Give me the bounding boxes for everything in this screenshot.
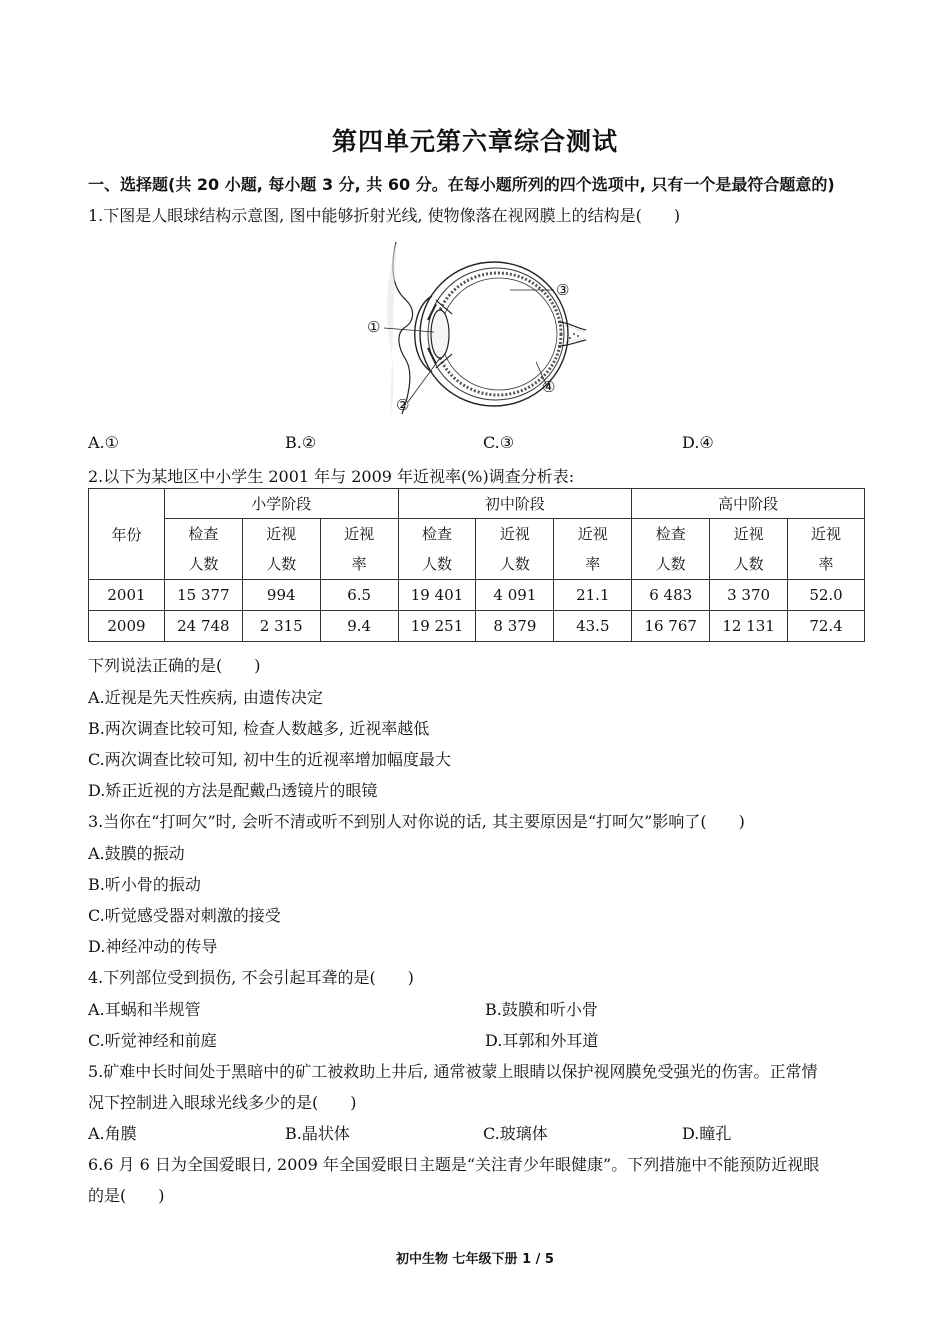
table-cell: 2 315	[242, 611, 320, 642]
table-cell: 4 091	[476, 580, 554, 611]
diagram-label-2: ②	[396, 396, 410, 414]
q1-option-a: A.①	[88, 433, 119, 452]
diagram-label-4: ④	[542, 378, 556, 396]
table-cell: 19 251	[398, 611, 476, 642]
question-4-stem: 4.下列部位受到损伤, 不会引起耳聋的是( )	[88, 968, 414, 987]
q1-option-b: B.②	[285, 433, 317, 452]
table-cell: 16 767	[632, 611, 710, 642]
q5-option-b: B.晶状体	[285, 1124, 350, 1143]
q5-option-c: C.玻璃体	[483, 1124, 548, 1143]
table-cell: 21.1	[554, 580, 632, 611]
eyeball-diagram	[362, 238, 588, 418]
table-subheader: 近视 人数	[710, 519, 788, 580]
table-cell: 6.5	[320, 580, 398, 611]
table-subheader: 检查 人数	[398, 519, 476, 580]
table-subheader: 近视 人数	[476, 519, 554, 580]
question-2-prompt: 下列说法正确的是( )	[88, 656, 261, 675]
diagram-label-3: ③	[556, 281, 570, 299]
diagram-label-1: ①	[367, 318, 381, 336]
question-6-stem-line1: 6.6 月 6 日为全国爱眼日, 2009 年全国爱眼日主题是“关注青少年眼健康”。下列措施中不能预防近视眼	[88, 1155, 820, 1174]
question-1-stem: 1.下图是人眼球结构示意图, 图中能够折射光线, 使物像落在视网膜上的结构是( )	[88, 206, 681, 225]
question-5-stem-line2: 况下控制进入眼球光线多少的是( )	[88, 1093, 357, 1112]
table-subheader: 检查 人数	[164, 519, 242, 580]
q2-option-b: B.两次调查比较可知, 检查人数越多, 近视率越低	[88, 719, 430, 738]
question-2-stem: 2.以下为某地区中小学生 2001 年与 2009 年近视率(%)调查分析表:	[88, 467, 575, 486]
question-3-stem: 3.当你在“打呵欠”时, 会听不清或听不到别人对你说的话, 其主要原因是“打呵欠”影响了( )	[88, 812, 745, 831]
table-subheader: 近视 率	[788, 519, 865, 580]
table-cell: 19 401	[398, 580, 476, 611]
table-cell: 2009	[89, 611, 165, 642]
table-cell: 15 377	[164, 580, 242, 611]
table-subheader: 近视 率	[554, 519, 632, 580]
table-subheader: 检查 人数	[632, 519, 710, 580]
table-row	[89, 580, 865, 611]
q2-option-d: D.矫正近视的方法是配戴凸透镜片的眼镜	[88, 781, 378, 800]
question-6-stem-line2: 的是( )	[88, 1186, 165, 1205]
q4-option-d: D.耳郭和外耳道	[485, 1031, 599, 1050]
q3-option-a: A.鼓膜的振动	[88, 844, 185, 863]
q4-option-a: A.耳蜗和半规管	[88, 1000, 201, 1019]
table-row	[89, 611, 865, 642]
table-header-year: 年份	[89, 489, 165, 580]
table-cell: 9.4	[320, 611, 398, 642]
q2-option-c: C.两次调查比较可知, 初中生的近视率增加幅度最大	[88, 750, 451, 769]
q4-option-c: C.听觉神经和前庭	[88, 1031, 217, 1050]
table-subheader: 近视 人数	[242, 519, 320, 580]
q2-option-a: A.近视是先天性疾病, 由遗传决定	[88, 688, 323, 707]
table-cell: 72.4	[788, 611, 865, 642]
table-cell: 3 370	[710, 580, 788, 611]
table-subheader: 近视 率	[320, 519, 398, 580]
q4-option-b: B.鼓膜和听小骨	[485, 1000, 598, 1019]
q5-option-d: D.瞳孔	[682, 1124, 732, 1143]
q3-option-d: D.神经冲动的传导	[88, 937, 218, 956]
table-cell: 52.0	[788, 580, 865, 611]
q3-option-b: B.听小骨的振动	[88, 875, 201, 894]
myopia-survey-table	[88, 488, 865, 642]
q3-option-c: C.听觉感受器对刺激的接受	[88, 906, 281, 925]
table-cell: 994	[242, 580, 320, 611]
table-group-primary: 小学阶段	[164, 489, 398, 519]
table-cell: 6 483	[632, 580, 710, 611]
table-cell: 8 379	[476, 611, 554, 642]
table-group-junior: 初中阶段	[398, 489, 632, 519]
table-cell: 12 131	[710, 611, 788, 642]
q1-option-d: D.④	[682, 433, 714, 452]
page-footer: 初中生物 七年级下册 1 / 5	[396, 1252, 554, 1267]
q1-option-c: C.③	[483, 433, 515, 452]
section-heading: 一、选择题(共 20 小题, 每小题 3 分, 共 60 分。在每小题所列的四个选项中, 只有一个是最符合题意的)	[88, 175, 835, 194]
q5-option-a: A.角膜	[88, 1124, 137, 1143]
table-cell: 43.5	[554, 611, 632, 642]
question-5-stem-line1: 5.矿难中长时间处于黑暗中的矿工被救助上井后, 通常被蒙上眼睛以保护视网膜免受强光的伤害。正常情	[88, 1062, 818, 1081]
table-cell: 2001	[89, 580, 165, 611]
page-title: 第四单元第六章综合测试	[331, 127, 618, 156]
table-cell: 24 748	[164, 611, 242, 642]
table-group-senior: 高中阶段	[632, 489, 865, 519]
